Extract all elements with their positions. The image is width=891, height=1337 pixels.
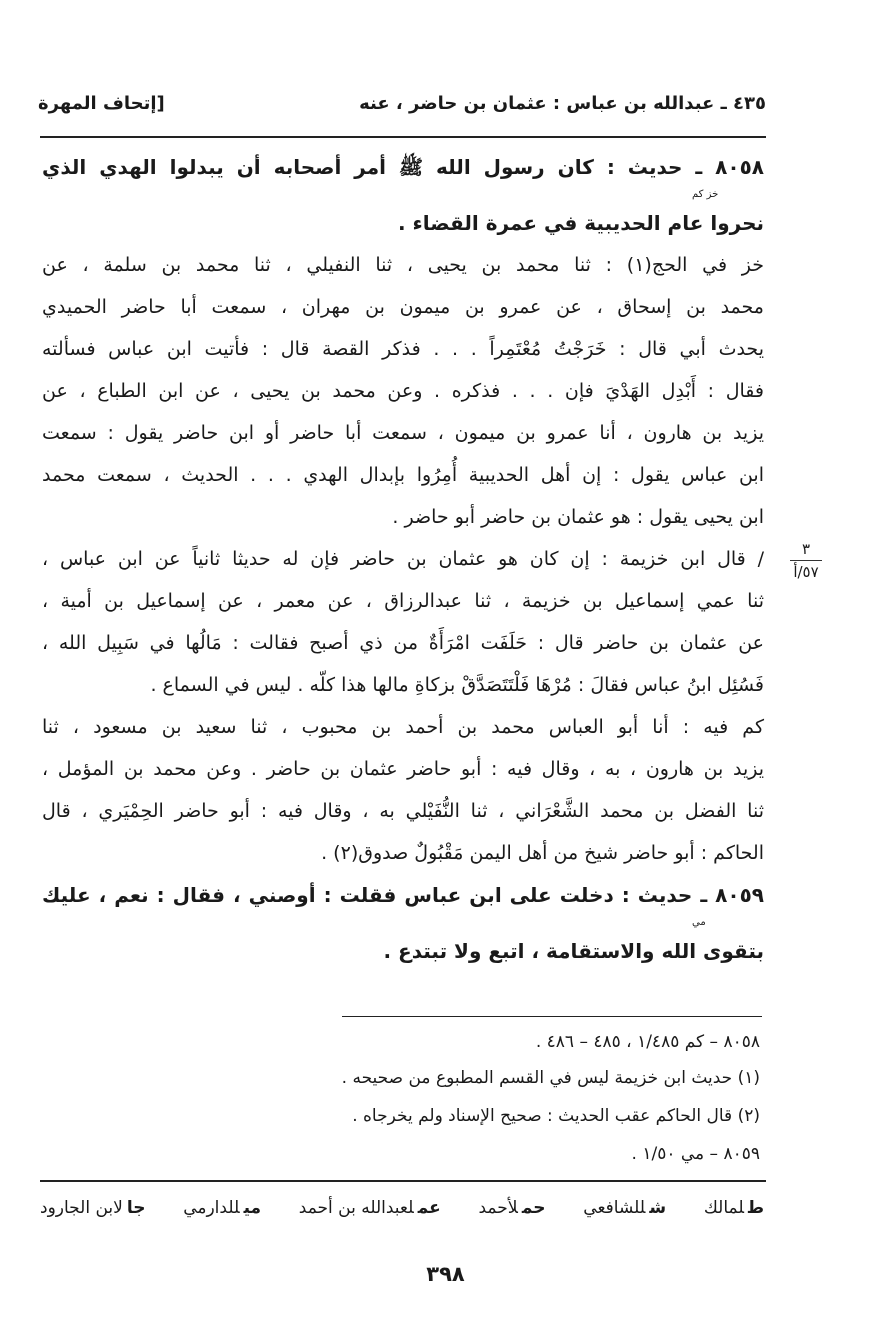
text-line: يزيد بن هارون ، أنا عمرو بن ميمون ، سمعت أبا حاضر أو ابن حاضر يقول : سمعت xyxy=(42,422,764,444)
abbreviation-legend xyxy=(40,1198,764,1218)
text-line: يحدث أبي قال : خَرَجْتُ مُعْتَمِراً . . . فذكر القصة قال : فأتيت ابن عباس فسألته xyxy=(42,338,764,360)
legend-desc: لابن الجارود xyxy=(40,1198,123,1218)
legend-desc: للدارمي xyxy=(183,1198,240,1218)
text-line: خز كم xyxy=(692,189,719,200)
legend-item xyxy=(583,1198,666,1218)
header-book-name: [إتحاف المهرة xyxy=(38,92,165,114)
legend-code: مي xyxy=(243,1198,262,1218)
footnote-2: (١) حديث ابن خزيمة ليس في القسم المطبوع من صحيحه . xyxy=(341,1068,760,1088)
text-line: الحاكم : أبو حاضر شيخ من أهل اليمن مَقْبُولٌ صدوق(٢) . xyxy=(321,842,764,864)
text-line: ابن عباس يقول : إن أهل الحديبية أُمِرُوا بإبدال الهدي . . . الحديث ، سمعت محمد xyxy=(42,464,764,486)
legend-code: جا xyxy=(126,1198,146,1218)
text-line: ثنا عمي إسماعيل بن خزيمة ، ثنا عبدالرزاق ، عن معمر ، عن إسماعيل بن أمية ، xyxy=(42,590,764,612)
legend-code: حم xyxy=(521,1198,546,1218)
page-number: ٣٩٨ xyxy=(426,1262,465,1286)
legend-desc: للشافعي xyxy=(583,1198,646,1218)
text-line: ابن يحيى يقول : هو عثمان بن حاضر أبو حاضر . xyxy=(392,506,764,528)
legend-item xyxy=(704,1198,764,1218)
text-line: بتقوى الله والاستقامة ، اتبع ولا تبتدع . xyxy=(383,939,764,963)
footnote-4: ٨٠٥٩ – مي ١/٥٠ . xyxy=(631,1144,760,1164)
text-line: كم فيه : أنا أبو العباس محمد بن أحمد بن محبوب ، ثنا سعيد بن مسعود ، ثنا xyxy=(42,716,764,738)
legend-item xyxy=(183,1198,261,1218)
legend-desc: لعبدالله بن أحمد xyxy=(298,1198,414,1218)
text-line: خز في الحج(١) : ثنا محمد بن يحيى ، ثنا النفيلي ، ثنا محمد بن سلمة ، عن xyxy=(42,254,764,276)
text-line: عن عثمان بن حاضر قال : حَلَفَت امْرَأَةٌ من ذي أصبح فقالت : مَالُها في سَبِيل الله ، xyxy=(42,632,764,654)
running-header xyxy=(38,86,766,120)
legend-rule xyxy=(40,1180,766,1182)
text-line: ٨٠٥٩ ـ حديث : دخلت على ابن عباس فقلت : أوصني ، فقال : نعم ، عليك xyxy=(42,883,764,907)
margin-volume: ٣ xyxy=(801,540,811,558)
footnote-separator xyxy=(342,1016,762,1017)
text-line: يزيد بن هارون ، به ، وقال فيه : أبو حاضر عثمان بن حاضر . وعن محمد بن المؤمل ، xyxy=(42,758,764,780)
header-title: ٤٣٥ ـ عبدالله بن عباس : عثمان بن حاضر ، عنه xyxy=(359,92,766,114)
manuscript-folio-marker xyxy=(786,540,826,581)
text-line: فَسُئِل ابنُ عباس فقالَ : مُرْهَا فَلْتَتَصَدَّقْ بزكاةِ مالها هذا كلّه . ليس في السماع . xyxy=(150,674,764,696)
text-line: ثنا الفضل بن محمد الشَّعْرَاني ، ثنا النُّفَيْلي به ، وقال فيه : أبو حاضر الحِمْيَري ، قال xyxy=(42,800,764,822)
text-line: محمد بن إسحاق ، عن عمرو بن ميمون بن مهران ، سمعت أبا حاضر الحميدي xyxy=(42,296,764,318)
legend-item xyxy=(299,1198,441,1218)
header-rule xyxy=(40,136,766,138)
margin-rule xyxy=(790,560,822,561)
legend-desc: لمالك xyxy=(703,1198,744,1218)
text-line: فقال : أَبْدِل الهَدْيَ فإن . . . فذكره . وعن محمد بن يحيى ، عن ابن الطباع ، عن xyxy=(42,380,764,402)
legend-item xyxy=(479,1198,546,1218)
text-line: مي xyxy=(692,917,706,928)
legend-code: ش xyxy=(649,1198,667,1218)
text-line: نحروا عام الحديبية في عمرة القضاء . xyxy=(397,211,764,235)
main-text xyxy=(42,146,764,972)
text-line: ٨٠٥٨ ـ حديث : كان رسول الله ﷺ أمر أصحابه أن يبدلوا الهدي الذي xyxy=(42,155,764,179)
margin-folio: ٥٧/أ xyxy=(793,563,819,581)
footnote-3: (٢) قال الحاكم عقب الحديث : صحيح الإسناد ولم يخرجاه . xyxy=(352,1106,760,1126)
legend-code: ط xyxy=(747,1198,764,1218)
text-line: / قال ابن خزيمة : إن كان هو عثمان بن حاضر فإن له حديثا ثانياً عن ابن عباس ، xyxy=(42,548,764,570)
legend-code: عم xyxy=(417,1198,441,1218)
legend-desc: لأحمد xyxy=(478,1198,518,1218)
legend-item xyxy=(40,1198,145,1218)
footnote-1: ٨٠٥٨ – كم ١/٤٨٥ ، ٤٨٥ – ٤٨٦ . xyxy=(535,1032,760,1052)
